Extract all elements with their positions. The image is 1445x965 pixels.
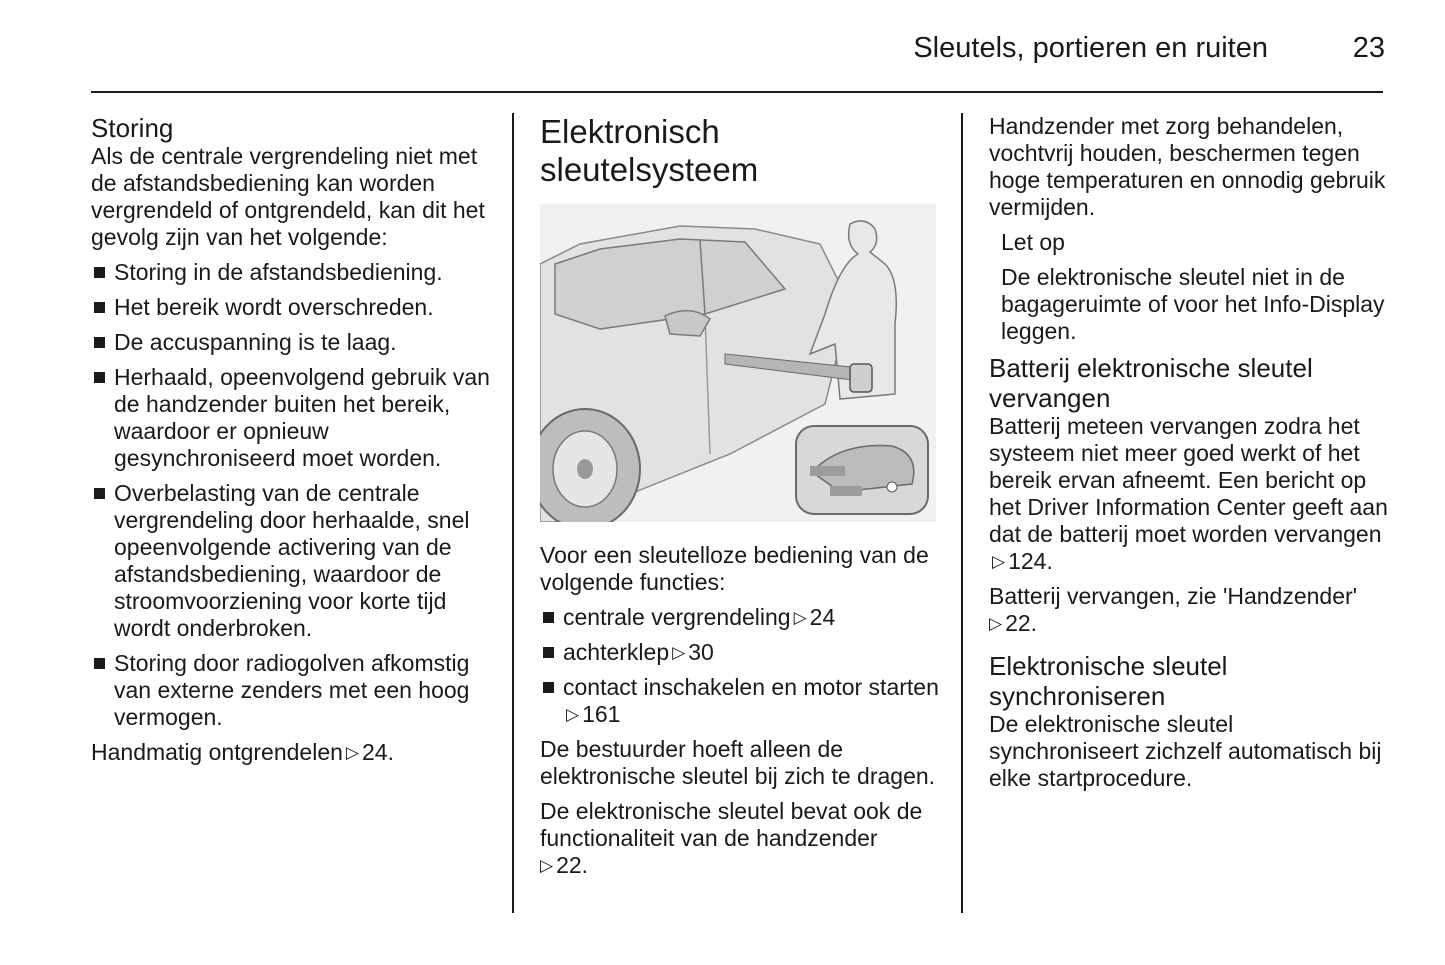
running-header-title: Sleutels, portieren en ruiten	[913, 32, 1268, 64]
battery-replace-text: Batterij meteen vervangen zodra het systeem niet meer goed werkt of het bereik ervan afneemt. Een bericht op het Driver Information Center geeft aan dat de batterij moet worden vervangen▷ 124.	[989, 413, 1388, 574]
list-item: Storing in de afstandsbediening.	[91, 259, 491, 286]
page-link[interactable]: 24	[809, 604, 836, 630]
list-item: Het bereik wordt overschreden.	[91, 294, 491, 321]
page-link[interactable]: 22.	[1005, 610, 1038, 636]
storing-heading: Storing	[91, 113, 174, 143]
list-item: achterklep ▷ 30	[540, 639, 940, 666]
square-bullet-icon	[94, 337, 105, 348]
battery-see-handzender: Batterij vervangen, zie 'Handzender' ▷ 22.	[989, 583, 1358, 636]
list-item: De accuspanning is te laag.	[91, 329, 491, 356]
square-bullet-icon	[94, 267, 105, 278]
keyless-intro: Voor een sleutelloze bediening van de volgende functies:	[540, 542, 929, 595]
column-divider-1	[512, 113, 514, 913]
handzender-function-text: De elektronische sleutel bevat ook de functionaliteit van de handzender ▷ 22.	[540, 798, 923, 878]
care-instructions: Handzender met zorg behandelen, vochtvrij houden, beschermen tegen hoge temperaturen en onnodig gebruik vermijden.	[989, 113, 1386, 220]
square-bullet-icon	[94, 302, 105, 313]
square-bullet-icon	[543, 612, 554, 623]
car-illustration-svg	[540, 204, 936, 522]
page-link[interactable]: 161	[582, 701, 621, 727]
list-item: centrale vergrendeling ▷ 24	[540, 604, 940, 631]
header-rule	[91, 91, 1383, 93]
page-number: 23	[1352, 32, 1385, 64]
battery-heading: Batterij elektronische sleutel vervangen	[989, 353, 1313, 413]
page-link[interactable]: 22.	[556, 852, 589, 878]
list-item: Overbelasting van de centrale vergrendeling door herhaalde, snel opeenvolgende activering van de afstandsbediening, waardoor de stroomvoorziening voor korte tijd wordt onderbroken.	[91, 480, 491, 642]
reference-arrow-icon: ▷	[992, 552, 1006, 571]
driver-key-text: De bestuurder hoeft alleen de elektronische sleutel bij zich te dragen.	[540, 736, 936, 789]
storing-list	[91, 259, 491, 731]
square-bullet-icon	[94, 658, 105, 669]
reference-arrow-icon: ▷	[566, 705, 580, 724]
caution-note	[1001, 229, 1389, 345]
list-item: Herhaald, opeenvolgend gebruik van de handzender buiten het bereik, waardoor er opnieuw gesynchroniseerd moet worden.	[91, 364, 491, 472]
square-bullet-icon	[94, 372, 105, 383]
square-bullet-icon	[543, 647, 554, 658]
column-1	[91, 113, 491, 774]
reference-arrow-icon: ▷	[672, 643, 686, 662]
page-link[interactable]: 24.	[361, 739, 394, 765]
list-item: contact inschakelen en motor starten▷ 161	[540, 674, 940, 728]
page-link[interactable]: 124.	[1008, 548, 1053, 574]
column-3	[989, 113, 1389, 800]
reference-arrow-icon: ▷	[989, 614, 1003, 633]
list-item: Storing door radiogolven afkomstig van externe zenders met een hoog vermogen.	[91, 650, 491, 731]
sync-heading: Elektronische sleutel synchroniseren	[989, 651, 1228, 711]
column-2	[540, 113, 940, 887]
note-text: De elektronische sleutel niet in de bagageruimte of voor het Info-Display leggen.	[1001, 264, 1385, 344]
note-title: Let op	[1001, 229, 1065, 255]
reference-arrow-icon: ▷	[793, 608, 807, 627]
page-link[interactable]: 30	[688, 639, 714, 665]
sync-text: De elektronische sleutel synchroniseert zichzelf automatisch bij elke startprocedure.	[989, 711, 1382, 791]
car-keyless-illustration	[540, 204, 936, 522]
column-divider-2	[961, 113, 963, 913]
manual-unlock-ref: Handmatig ontgrendelen ▷ 24.	[91, 739, 394, 765]
reference-arrow-icon: ▷	[345, 743, 359, 762]
square-bullet-icon	[94, 488, 105, 499]
storing-intro: Als de centrale vergrendeling niet met de afstandsbediening kan worden vergrendeld of ontgrendeld, kan dit het gevolg zijn van het volgende:	[91, 143, 485, 250]
reference-arrow-icon: ▷	[540, 856, 554, 875]
square-bullet-icon	[543, 682, 554, 693]
keyless-functions-list	[540, 604, 940, 728]
section-title: Elektronisch sleutelsysteem	[540, 113, 759, 188]
